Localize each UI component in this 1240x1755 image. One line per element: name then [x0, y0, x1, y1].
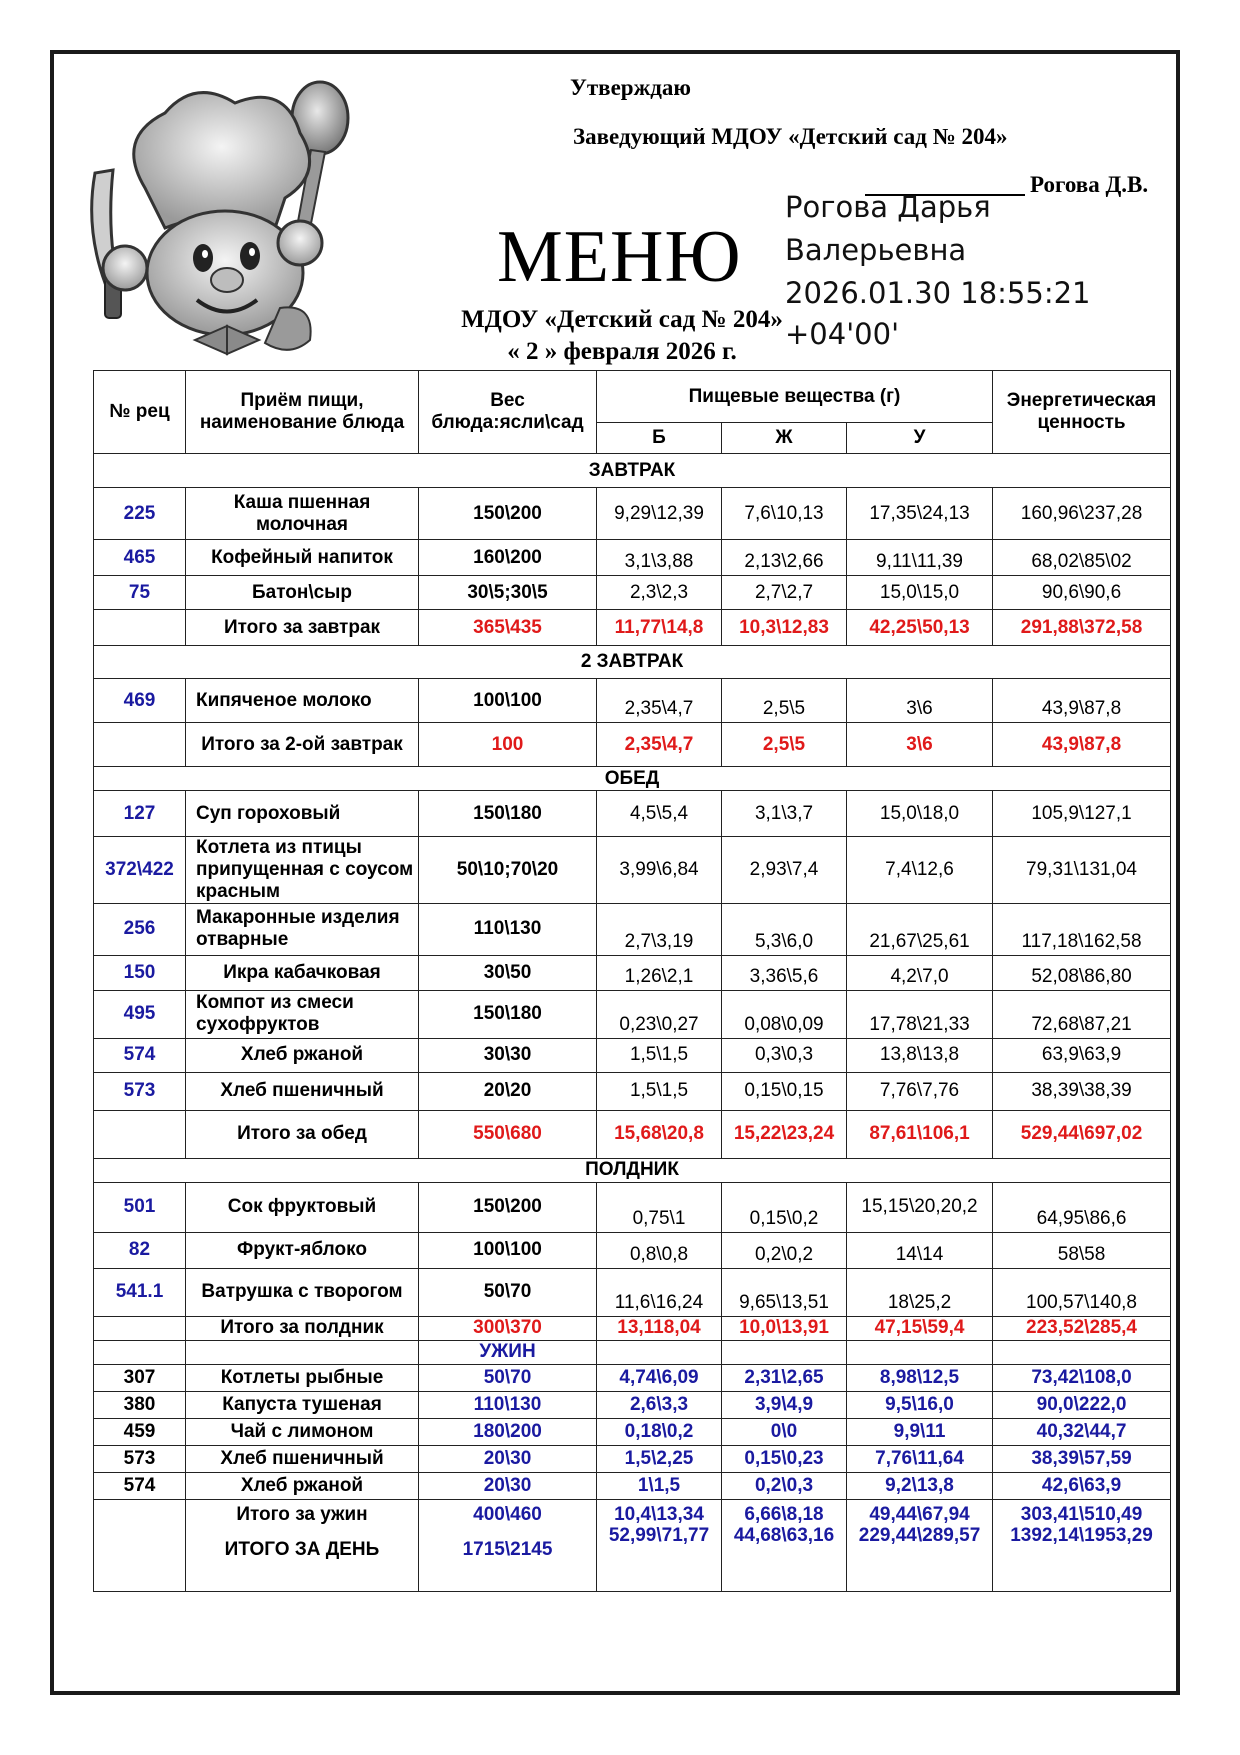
weight-totals	[419, 1499, 597, 1591]
carbs-value: 4,2\7,0	[847, 955, 993, 990]
signature-stamp-line3: 2026.01.30 18:55:21	[785, 276, 1091, 310]
carbs-value: 9,11\11,39	[847, 540, 993, 576]
dish-weight: 180\200	[419, 1418, 597, 1445]
approval-signer: Рогова Д.В.	[1030, 172, 1149, 197]
dish-weight: 30\5;30\5	[419, 576, 597, 610]
protein-value: 4,74\6,09	[597, 1364, 722, 1391]
protein-value: 0,23\0,27	[597, 990, 722, 1038]
recipe-code: 573	[94, 1445, 186, 1472]
signature-stamp-line4: +04'00'	[785, 317, 900, 351]
carbs-value: 17,35\24,13	[847, 488, 993, 540]
signature-stamp-line1: Рогова Дарья	[785, 190, 991, 224]
dish-name: Котлеты рыбные	[186, 1364, 419, 1391]
fat-value: 0,08\0,09	[722, 990, 847, 1038]
total-weight: 400\460	[473, 1503, 542, 1525]
total-fat: 15,22\23,24	[722, 1110, 847, 1158]
protein-value: 2,6\3,3	[597, 1391, 722, 1418]
total-row	[94, 1499, 1171, 1591]
total-energy: 43,9\87,8	[993, 723, 1171, 767]
carbs-value: 15,15\20,20,2	[847, 1182, 993, 1232]
header-weight: Вес блюда:ясли\сад	[419, 371, 597, 454]
recipe-code: 465	[94, 540, 186, 576]
energy-value: 117,18\162,58	[993, 903, 1171, 955]
section-breakfast: ЗАВТРАК	[94, 454, 1171, 488]
fat-value: 0,15\0,23	[722, 1445, 847, 1472]
dish-name: Фрукт-яблоко	[186, 1232, 419, 1268]
carbs-value: 7,76\7,76	[847, 1072, 993, 1110]
dish-name: Хлеб ржаной	[186, 1038, 419, 1072]
table-row	[94, 576, 1171, 610]
table-row	[94, 1472, 1171, 1499]
dish-name: Кофейный напиток	[186, 540, 419, 576]
fat-value: 7,6\10,13	[722, 488, 847, 540]
dish-name: Икра кабачковая	[186, 955, 419, 990]
total-fat: 2,5\5	[722, 723, 847, 767]
total-energy: 291,88\372,58	[993, 610, 1171, 646]
recipe-code: 75	[94, 576, 186, 610]
total-row	[94, 610, 1171, 646]
energy-value: 63,9\63,9	[993, 1038, 1171, 1072]
total-carbs: 49,44\67,94	[869, 1503, 970, 1525]
energy-value: 90,6\90,6	[993, 576, 1171, 610]
table-row	[94, 903, 1171, 955]
day-total-protein: 52,99\71,77	[608, 1525, 710, 1547]
energy-value: 68,02\85\02	[993, 540, 1171, 576]
dish-weight: 150\200	[419, 1182, 597, 1232]
energy-value: 43,9\87,8	[993, 679, 1171, 723]
total-protein: 15,68\20,8	[597, 1110, 722, 1158]
table-row	[94, 1391, 1171, 1418]
total-fat: 6,66\8,18	[744, 1503, 824, 1525]
carbs-totals	[847, 1499, 993, 1591]
carbs-value: 9,2\13,8	[847, 1472, 993, 1499]
energy-value: 38,39\57,59	[993, 1445, 1171, 1472]
dish-weight: 20\30	[419, 1472, 597, 1499]
page-title: МЕНЮ	[497, 216, 742, 298]
table-row	[94, 1418, 1171, 1445]
day-total-energy: 1392,14\1953,29	[1010, 1525, 1153, 1547]
signature-stamp-line2: Валерьевна	[785, 233, 967, 267]
dish-name: Ватрушка с творогом	[186, 1268, 419, 1316]
dish-weight: 160\200	[419, 540, 597, 576]
table-row	[94, 990, 1171, 1038]
dish-weight: 150\180	[419, 791, 597, 837]
total-label: Итого за ужин	[236, 1503, 368, 1525]
recipe-code: 150	[94, 955, 186, 990]
energy-value: 72,68\87,21	[993, 990, 1171, 1038]
energy-value: 73,42\108,0	[993, 1364, 1171, 1391]
table-row	[94, 955, 1171, 990]
protein-value: 0,18\0,2	[597, 1418, 722, 1445]
recipe-code: 307	[94, 1364, 186, 1391]
protein-value: 4,5\5,4	[597, 791, 722, 837]
day-total-fat: 44,68\63,16	[733, 1525, 835, 1547]
carbs-value: 18\25,2	[847, 1268, 993, 1316]
energy-value: 58\58	[993, 1232, 1171, 1268]
carbs-value: 15,0\18,0	[847, 791, 993, 837]
carbs-value: 3\6	[847, 679, 993, 723]
fat-value: 0,15\0,15	[722, 1072, 847, 1110]
carbs-value: 14\14	[847, 1232, 993, 1268]
recipe-code: 225	[94, 488, 186, 540]
energy-value: 90,0\222,0	[993, 1391, 1171, 1418]
table-row	[94, 1232, 1171, 1268]
table-row	[94, 1182, 1171, 1232]
protein-value: 2,7\3,19	[597, 903, 722, 955]
total-protein: 2,35\4,7	[597, 723, 722, 767]
protein-value: 1\1,5	[597, 1472, 722, 1499]
dish-weight: 100\100	[419, 1232, 597, 1268]
energy-value: 160,96\237,28	[993, 488, 1171, 540]
recipe-code: 82	[94, 1232, 186, 1268]
dish-weight: 30\50	[419, 955, 597, 990]
dish-name: Компот из смеси сухофруктов	[186, 990, 419, 1038]
fat-value: 5,3\6,0	[722, 903, 847, 955]
section-lunch: ОБЕД	[94, 767, 1171, 791]
header-energy: Энергетическая ценность	[993, 371, 1171, 454]
dish-name: Котлета из птицы припущенная с соусом красным	[186, 837, 419, 904]
fat-value: 0,3\0,3	[722, 1038, 847, 1072]
protein-value: 11,6\16,24	[597, 1268, 722, 1316]
dish-weight: 20\20	[419, 1072, 597, 1110]
total-carbs: 47,15\59,4	[847, 1316, 993, 1340]
total-protein: 13,118,04	[597, 1316, 722, 1340]
header-carbs: У	[847, 423, 993, 454]
carbs-value: 7,4\12,6	[847, 837, 993, 904]
carbs-value: 7,76\11,64	[847, 1445, 993, 1472]
total-weight: 550\680	[419, 1110, 597, 1158]
dish-weight: 50\70	[419, 1364, 597, 1391]
fat-value: 2,31\2,65	[722, 1364, 847, 1391]
total-weight: 365\435	[419, 610, 597, 646]
total-weight: 100	[419, 723, 597, 767]
protein-value: 1,26\2,1	[597, 955, 722, 990]
menu-table	[93, 370, 1171, 1592]
day-total-carbs: 229,44\289,57	[858, 1525, 981, 1547]
recipe-code: 574	[94, 1472, 186, 1499]
protein-value: 2,3\2,3	[597, 576, 722, 610]
table-row	[94, 1445, 1171, 1472]
fat-value: 2,5\5	[722, 679, 847, 723]
dish-name: Батон\сыр	[186, 576, 419, 610]
fat-value: 0,2\0,2	[722, 1232, 847, 1268]
dinner-and-day-total-labels	[186, 1499, 419, 1591]
protein-value: 1,5\2,25	[597, 1445, 722, 1472]
carbs-value: 15,0\15,0	[847, 576, 993, 610]
header-fat: Ж	[722, 423, 847, 454]
total-carbs: 3\6	[847, 723, 993, 767]
total-weight: 300\370	[419, 1316, 597, 1340]
dish-name: Капуста тушеная	[186, 1391, 419, 1418]
dish-weight: 150\180	[419, 990, 597, 1038]
carbs-value: 9,9\11	[847, 1418, 993, 1445]
dish-name: Каша пшенная молочная	[186, 488, 419, 540]
dish-weight: 50\10;70\20	[419, 837, 597, 904]
day-total-label: ИТОГО ЗА ДЕНЬ	[224, 1539, 380, 1561]
recipe-code: 574	[94, 1038, 186, 1072]
total-label: Итого за полдник	[186, 1316, 419, 1340]
table-row	[94, 1268, 1171, 1316]
energy-value: 105,9\127,1	[993, 791, 1171, 837]
total-fat: 10,3\12,83	[722, 610, 847, 646]
dish-weight: 30\30	[419, 1038, 597, 1072]
carbs-value: 17,78\21,33	[847, 990, 993, 1038]
dish-name: Хлеб пшеничный	[186, 1072, 419, 1110]
table-row	[94, 1072, 1171, 1110]
carbs-value: 9,5\16,0	[847, 1391, 993, 1418]
energy-value: 42,6\63,9	[993, 1472, 1171, 1499]
total-protein: 10,4\13,34	[614, 1503, 704, 1525]
energy-value: 40,32\44,7	[993, 1418, 1171, 1445]
fat-value: 0,15\0,2	[722, 1182, 847, 1232]
recipe-code: 495	[94, 990, 186, 1038]
header-nutrients: Пищевые вещества (г)	[597, 371, 993, 423]
protein-value: 3,99\6,84	[597, 837, 722, 904]
dish-weight: 20\30	[419, 1445, 597, 1472]
table-row	[94, 1038, 1171, 1072]
section-breakfast2: 2 ЗАВТРАК	[94, 646, 1171, 679]
fat-value: 2,13\2,66	[722, 540, 847, 576]
total-energy: 223,52\285,4	[993, 1316, 1171, 1340]
energy-value: 52,08\86,80	[993, 955, 1171, 990]
table-row	[94, 791, 1171, 837]
approval-label: Утверждаю	[570, 75, 691, 100]
energy-value: 64,95\86,6	[993, 1182, 1171, 1232]
protein-value: 0,8\0,8	[597, 1232, 722, 1268]
dish-weight: 100\100	[419, 679, 597, 723]
approval-position: Заведующий МДОУ «Детский сад № 204»	[573, 124, 1008, 149]
fat-value: 3,1\3,7	[722, 791, 847, 837]
fat-value: 2,93\7,4	[722, 837, 847, 904]
total-row	[94, 1316, 1171, 1340]
carbs-value: 21,67\25,61	[847, 903, 993, 955]
dish-name: Хлеб пшеничный	[186, 1445, 419, 1472]
fat-value: 9,65\13,51	[722, 1268, 847, 1316]
total-protein: 11,77\14,8	[597, 610, 722, 646]
fat-value: 3,9\4,9	[722, 1391, 847, 1418]
total-label: Итого за завтрак	[186, 610, 419, 646]
recipe-code: 380	[94, 1391, 186, 1418]
total-carbs: 87,61\106,1	[847, 1110, 993, 1158]
protein-totals	[597, 1499, 722, 1591]
fat-value: 2,7\2,7	[722, 576, 847, 610]
carbs-value: 13,8\13,8	[847, 1038, 993, 1072]
dish-weight: 50\70	[419, 1268, 597, 1316]
protein-value: 1,5\1,5	[597, 1038, 722, 1072]
energy-totals	[993, 1499, 1171, 1591]
menu-date: « 2 » февраля 2026 г.	[507, 338, 737, 365]
recipe-code: 459	[94, 1418, 186, 1445]
total-energy: 303,41\510,49	[1020, 1503, 1143, 1525]
dish-name: Макаронные изделия отварные	[186, 903, 419, 955]
carbs-value: 8,98\12,5	[847, 1364, 993, 1391]
protein-value: 1,5\1,5	[597, 1072, 722, 1110]
total-energy: 529,44\697,02	[993, 1110, 1171, 1158]
dish-name: Хлеб ржаной	[186, 1472, 419, 1499]
total-fat: 10,0\13,91	[722, 1316, 847, 1340]
header-code: № рец	[94, 371, 186, 454]
recipe-code: 541.1	[94, 1268, 186, 1316]
dish-weight: 110\130	[419, 1391, 597, 1418]
protein-value: 9,29\12,39	[597, 488, 722, 540]
table-row	[94, 488, 1171, 540]
dish-name: Суп гороховый	[186, 791, 419, 837]
fat-value: 0,2\0,3	[722, 1472, 847, 1499]
header-protein: Б	[597, 423, 722, 454]
recipe-code: 372\422	[94, 837, 186, 904]
recipe-code: 469	[94, 679, 186, 723]
dish-name: Сок фруктовый	[186, 1182, 419, 1232]
total-row	[94, 1110, 1171, 1158]
dish-weight: 150\200	[419, 488, 597, 540]
energy-value: 100,57\140,8	[993, 1268, 1171, 1316]
section-snack: ПОЛДНИК	[94, 1158, 1171, 1182]
day-total-weight: 1715\2145	[462, 1539, 553, 1561]
total-row	[94, 723, 1171, 767]
table-row	[94, 540, 1171, 576]
dish-weight: 110\130	[419, 903, 597, 955]
total-label: Итого за обед	[186, 1110, 419, 1158]
fat-value: 0\0	[722, 1418, 847, 1445]
protein-value: 3,1\3,88	[597, 540, 722, 576]
recipe-code: 256	[94, 903, 186, 955]
fat-value: 3,36\5,6	[722, 955, 847, 990]
table-row	[94, 679, 1171, 723]
recipe-code: 573	[94, 1072, 186, 1110]
total-carbs: 42,25\50,13	[847, 610, 993, 646]
recipe-code: 501	[94, 1182, 186, 1232]
recipe-code: 127	[94, 791, 186, 837]
energy-value: 79,31\131,04	[993, 837, 1171, 904]
total-label: Итого за 2-ой завтрак	[186, 723, 419, 767]
org-name: МДОУ «Детский сад № 204»	[461, 306, 783, 333]
fat-totals	[722, 1499, 847, 1591]
dish-name: Чай с лимоном	[186, 1418, 419, 1445]
energy-value: 38,39\38,39	[993, 1072, 1171, 1110]
section-dinner: УЖИН	[419, 1340, 597, 1364]
protein-value: 2,35\4,7	[597, 679, 722, 723]
protein-value: 0,75\1	[597, 1182, 722, 1232]
table-row	[94, 837, 1171, 904]
table-row	[94, 1364, 1171, 1391]
dish-name: Кипяченое молоко	[186, 679, 419, 723]
chef-logo-icon	[85, 78, 355, 368]
header-dish: Приём пищи, наименование блюда	[186, 371, 419, 454]
